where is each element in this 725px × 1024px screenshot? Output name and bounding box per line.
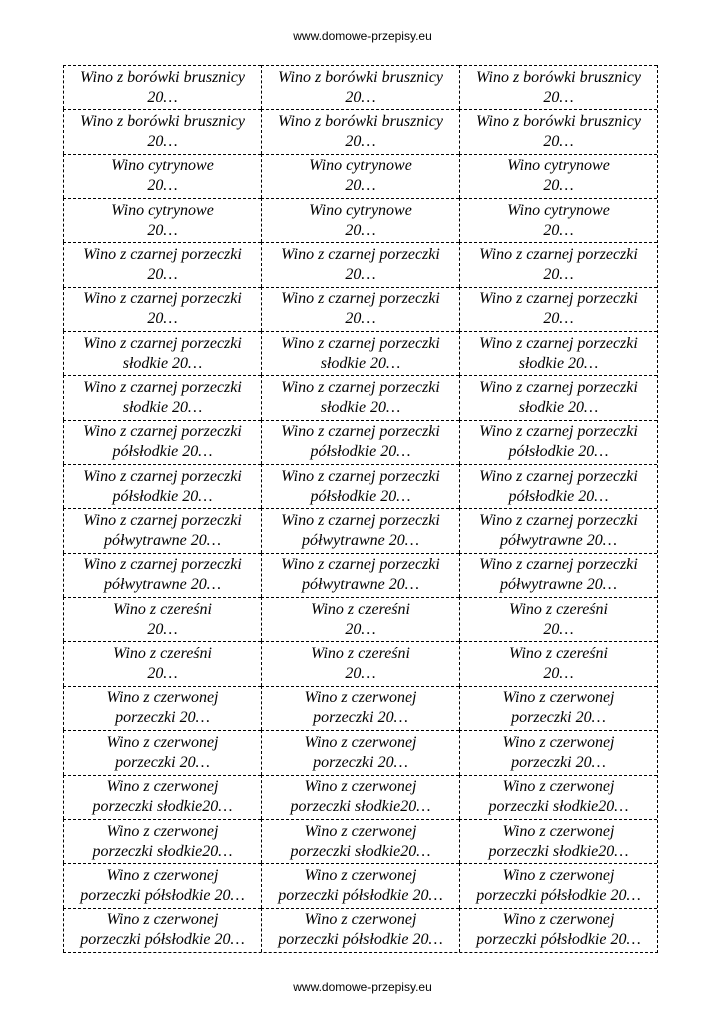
wine-label: Wino z czarnej porzeczki półwytrawne 20… (261, 508, 459, 552)
wine-label: Wino z czerwonej porzeczki 20… (459, 686, 657, 730)
wine-label: Wino z czarnej porzeczki słodkie 20… (459, 375, 657, 419)
wine-label: Wino z czarnej porzeczki słodkie 20… (459, 331, 657, 375)
wine-label: Wino z czerwonej porzeczki słodkie20… (459, 819, 657, 863)
wine-label: Wino z borówki brusznicy 20… (459, 109, 657, 153)
wine-label: Wino z czerwonej porzeczki półsłodkie 20… (63, 863, 261, 907)
wine-label: Wino z czarnej porzeczki 20… (459, 287, 657, 331)
wine-label: Wino z czarnej porzeczki półwytrawne 20… (261, 553, 459, 597)
wine-label: Wino z czereśni 20… (261, 641, 459, 685)
wine-label: Wino cytrynowe 20… (63, 198, 261, 242)
wine-label: Wino z czarnej porzeczki półsłodkie 20… (261, 420, 459, 464)
wine-label: Wino z borówki brusznicy 20… (261, 65, 459, 109)
wine-label: Wino z czarnej porzeczki półsłodkie 20… (63, 464, 261, 508)
wine-label-sheet (63, 65, 658, 953)
wine-label: Wino z czarnej porzeczki półsłodkie 20… (459, 464, 657, 508)
wine-label: Wino z czerwonej porzeczki 20… (63, 730, 261, 774)
wine-label: Wino z czarnej porzeczki słodkie 20… (261, 375, 459, 419)
wine-label: Wino cytrynowe 20… (459, 198, 657, 242)
wine-label: Wino z borówki brusznicy 20… (459, 65, 657, 109)
wine-label: Wino cytrynowe 20… (63, 154, 261, 198)
wine-label: Wino z borówki brusznicy 20… (261, 109, 459, 153)
wine-label: Wino z czerwonej porzeczki półsłodkie 20… (261, 863, 459, 907)
wine-label: Wino z borówki brusznicy 20… (63, 65, 261, 109)
wine-label: Wino z czereśni 20… (459, 597, 657, 641)
wine-label: Wino z czarnej porzeczki półwytrawne 20… (459, 508, 657, 552)
wine-label: Wino z czarnej porzeczki półwytrawne 20… (63, 553, 261, 597)
wine-label: Wino z czarnej porzeczki słodkie 20… (63, 331, 261, 375)
header-site-url: www.domowe-przepisy.eu (293, 29, 432, 43)
wine-label: Wino z czarnej porzeczki półsłodkie 20… (459, 420, 657, 464)
wine-label: Wino z czerwonej porzeczki 20… (63, 686, 261, 730)
wine-label: Wino z czerwonej porzeczki słodkie20… (459, 775, 657, 819)
wine-label: Wino z czarnej porzeczki 20… (63, 287, 261, 331)
wine-label: Wino z czerwonej porzeczki słodkie20… (261, 775, 459, 819)
wine-label: Wino z czarnej porzeczki 20… (261, 287, 459, 331)
wine-label: Wino z czerwonej porzeczki półsłodkie 20… (459, 908, 657, 952)
wine-label: Wino z czerwonej porzeczki 20… (459, 730, 657, 774)
wine-label: Wino z borówki brusznicy 20… (63, 109, 261, 153)
wine-label: Wino z czarnej porzeczki półwytrawne 20… (63, 508, 261, 552)
footer-site-url: www.domowe-przepisy.eu (293, 980, 432, 994)
wine-label: Wino z czereśni 20… (63, 597, 261, 641)
wine-label: Wino z czarnej porzeczki 20… (63, 242, 261, 286)
wine-label: Wino z czarnej porzeczki 20… (459, 242, 657, 286)
wine-label: Wino z czerwonej porzeczki 20… (261, 730, 459, 774)
wine-label: Wino z czerwonej porzeczki słodkie20… (261, 819, 459, 863)
wine-label: Wino z czereśni 20… (459, 641, 657, 685)
wine-label: Wino z czerwonej porzeczki słodkie20… (63, 775, 261, 819)
wine-label: Wino z czarnej porzeczki słodkie 20… (63, 375, 261, 419)
wine-label: Wino z czerwonej porzeczki półsłodkie 20… (63, 908, 261, 952)
wine-label: Wino cytrynowe 20… (261, 154, 459, 198)
wine-label: Wino z czereśni 20… (63, 641, 261, 685)
wine-label: Wino z czarnej porzeczki półsłodkie 20… (261, 464, 459, 508)
wine-label: Wino z czerwonej porzeczki półsłodkie 20… (261, 908, 459, 952)
wine-label: Wino z czarnej porzeczki słodkie 20… (261, 331, 459, 375)
wine-label: Wino z czerwonej porzeczki 20… (261, 686, 459, 730)
wine-label: Wino z czerwonej porzeczki słodkie20… (63, 819, 261, 863)
wine-label: Wino z czarnej porzeczki półsłodkie 20… (63, 420, 261, 464)
wine-label: Wino z czarnej porzeczki 20… (261, 242, 459, 286)
wine-label: Wino z czerwonej porzeczki półsłodkie 20… (459, 863, 657, 907)
wine-label: Wino cytrynowe 20… (459, 154, 657, 198)
wine-label: Wino z czarnej porzeczki półwytrawne 20… (459, 553, 657, 597)
wine-label: Wino cytrynowe 20… (261, 198, 459, 242)
wine-label: Wino z czereśni 20… (261, 597, 459, 641)
